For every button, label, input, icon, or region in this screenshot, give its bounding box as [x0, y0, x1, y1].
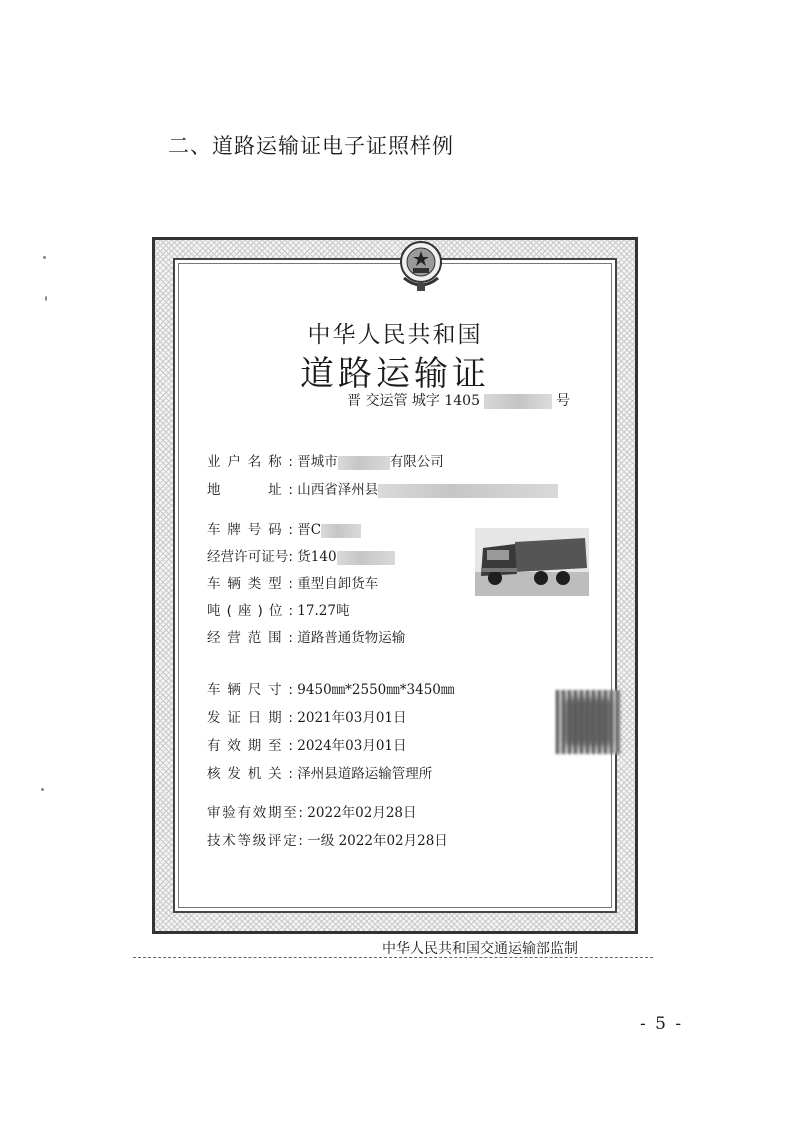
field-vehicle-type	[207, 572, 378, 592]
field-value: 2024年03月01日	[297, 738, 407, 754]
field-value: 一级 2022年02月28日	[307, 833, 448, 849]
field-business-name	[207, 450, 444, 470]
field-value-tail: 有限公司	[389, 454, 444, 470]
divider-line	[133, 957, 653, 958]
field-value: 晋城市	[297, 454, 338, 470]
road-transport-certificate	[152, 237, 638, 934]
field-value: 晋C	[297, 522, 322, 538]
issuer-note: 中华人民共和国交通运输部监制	[382, 941, 578, 957]
certificate-title: 道路运输证	[300, 354, 490, 394]
field-label: 经营许可证号:	[207, 549, 293, 565]
field-address	[207, 478, 558, 498]
field-label: 业户名称:	[207, 454, 293, 470]
field-technical-grade	[207, 829, 448, 849]
certificate-number	[347, 390, 570, 410]
field-license-number	[207, 545, 395, 565]
field-label: 地 址:	[207, 482, 293, 498]
field-inspection-valid-until	[207, 801, 417, 821]
field-label: 有效期至:	[207, 738, 293, 754]
field-label: 审验有效期至:	[207, 805, 303, 821]
national-emblem-icon	[398, 238, 444, 294]
field-issuing-authority	[207, 762, 432, 782]
redaction-mask	[337, 551, 395, 565]
field-value: 重型自卸货车	[297, 576, 379, 592]
redaction-mask	[321, 524, 361, 538]
field-business-scope	[207, 626, 405, 646]
certificate-number-suffix: 号	[555, 393, 570, 409]
page-number: - 5 -	[640, 1014, 684, 1034]
field-label: 车辆尺寸:	[207, 682, 293, 698]
certificate-inner-frame	[173, 258, 617, 913]
field-value: 2021年03月01日	[297, 710, 407, 726]
field-issue-date	[207, 706, 407, 726]
field-value: 2022年02月28日	[307, 805, 417, 821]
field-value: 货140	[297, 549, 337, 565]
field-label: 吨(座)位:	[207, 603, 293, 619]
field-value: 道路普通货物运输	[297, 630, 406, 646]
field-valid-until	[207, 734, 407, 754]
redaction-mask	[338, 456, 390, 470]
vehicle-photo	[475, 528, 589, 596]
field-label: 经营范围:	[207, 630, 293, 646]
field-plate-number	[207, 518, 361, 538]
field-tonnage	[207, 599, 349, 619]
country-name: 中华人民共和国	[307, 322, 483, 348]
field-label: 技术等级评定:	[207, 833, 303, 849]
field-value: 泽州县道路运输管理所	[297, 766, 433, 782]
field-label: 发证日期:	[207, 710, 293, 726]
section-heading: 二、道路运输证电子证照样例	[168, 134, 454, 158]
field-value: 17.27吨	[297, 603, 350, 619]
redaction-mask	[484, 394, 552, 409]
field-label: 车牌号码:	[207, 522, 293, 538]
field-vehicle-dimensions	[207, 678, 454, 698]
redaction-mask	[378, 484, 558, 498]
field-label: 车辆类型:	[207, 576, 293, 592]
qr-code	[556, 690, 620, 754]
field-label: 核发机关:	[207, 766, 293, 782]
field-value: 9450㎜*2550㎜*3450㎜	[297, 682, 455, 698]
field-value: 山西省泽州县	[297, 482, 379, 498]
certificate-number-prefix: 晋 交运管 城字 1405	[347, 393, 480, 409]
